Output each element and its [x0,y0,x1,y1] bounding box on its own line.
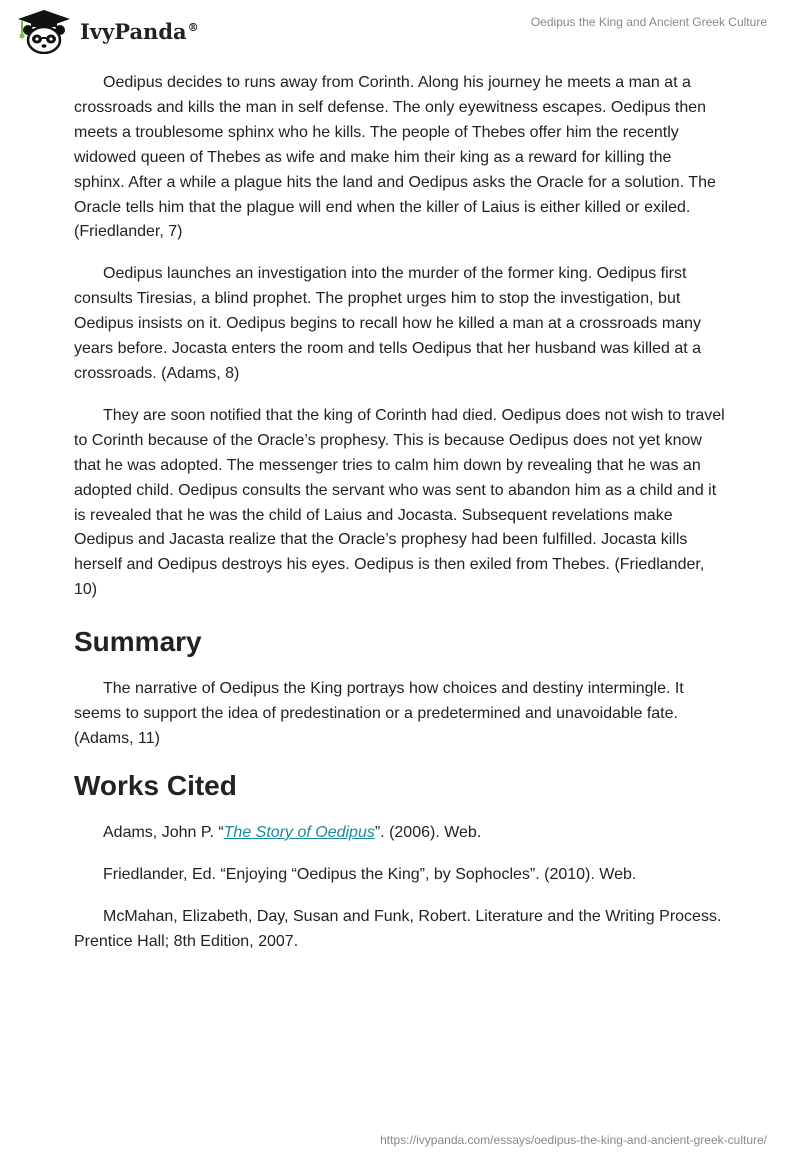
essay-paragraph: They are soon notified that the king of Corinth had died. Oedipus does not wish to travel to Corinth because of the Oracle’s prophesy. This is because Oedipus does not yet know that he was adopted. The messenger tries to calm him down by revealing that he was an adopted child. Oedipus consults the servant who was sent to abandon him as a child and it is revealed that he was the child of Laius and Jocasta. Subsequent revelations make Oedipus and Jacasta realize that the Oracle’s prophesy had been fulfilled. Jocasta kills herself and Oedipus destroys his eyes. Oedipus is then exiled from Thebes. (Friedlander, 10) [74,406,725,599]
essay-paragraph: Oedipus launches an investigation into the murder of the former king. Oedipus first consults Tiresias, a blind prophet. The prophet urges him to stop the investigation, but Oedipus insists on it. Oedipus begins to recall how he killed a man at a crossroads many years before. Jocasta enters the room and tells Oedipus that her husband was killed at a crossroads. (Adams, 8) [74,265,702,382]
citation-entry: Friedlander, Ed. “Enjoying “Oedipus the King”, by Sophocles”. (2010). Web. [103,865,637,883]
citation-prefix: Adams, John P. “ [103,823,224,841]
citation-entry [74,821,726,846]
citation-suffix: ”. (2006). Web. [374,823,482,841]
brand-name: IvyPanda® [80,18,199,44]
panda-graduate-icon [14,8,74,54]
brand-logo[interactable] [14,8,199,54]
works-cited-heading: Works Cited [74,769,237,801]
citation-entry: McMahan, Elizabeth, Day, Susan and Funk, Robert. Literature and the Writing Process. Prentice Hall; 8th Edition, 2007. [74,907,722,950]
registered-mark: ® [187,20,199,34]
page-header [0,0,800,60]
footer-url[interactable]: https://ivypanda.com/essays/oedipus-the-king-and-ancient-greek-culture/ [380,1133,767,1147]
document-title: Oedipus the King and Ancient Greek Culture [530,15,767,29]
summary-paragraph: The narrative of Oedipus the King portrays how choices and destiny intermingle. It seems to support the idea of predestination or a predetermined and unavoidable fate. (Adams, 11) [74,680,684,747]
essay-content [74,71,726,971]
essay-paragraph: Oedipus decides to runs away from Corinth. Along his journey he meets a man at a crossroads and kills the man in self defense. The only eyewitness escapes. Oedipus then meets a troublesome sphinx who he kills. The people of Thebes offer him the recently widowed queen of Thebes as wife and make him their king as a reward for killing the sphinx. After a while a plague hits the land and Oedipus asks the Oracle for a solution. The Oracle tells him that the plague will end when the killer of Laius is either killed or exiled. (Friedlander, 7) [74,74,716,241]
citation-link[interactable]: The Story of Oedipus [223,823,375,841]
summary-heading: Summary [74,626,202,658]
